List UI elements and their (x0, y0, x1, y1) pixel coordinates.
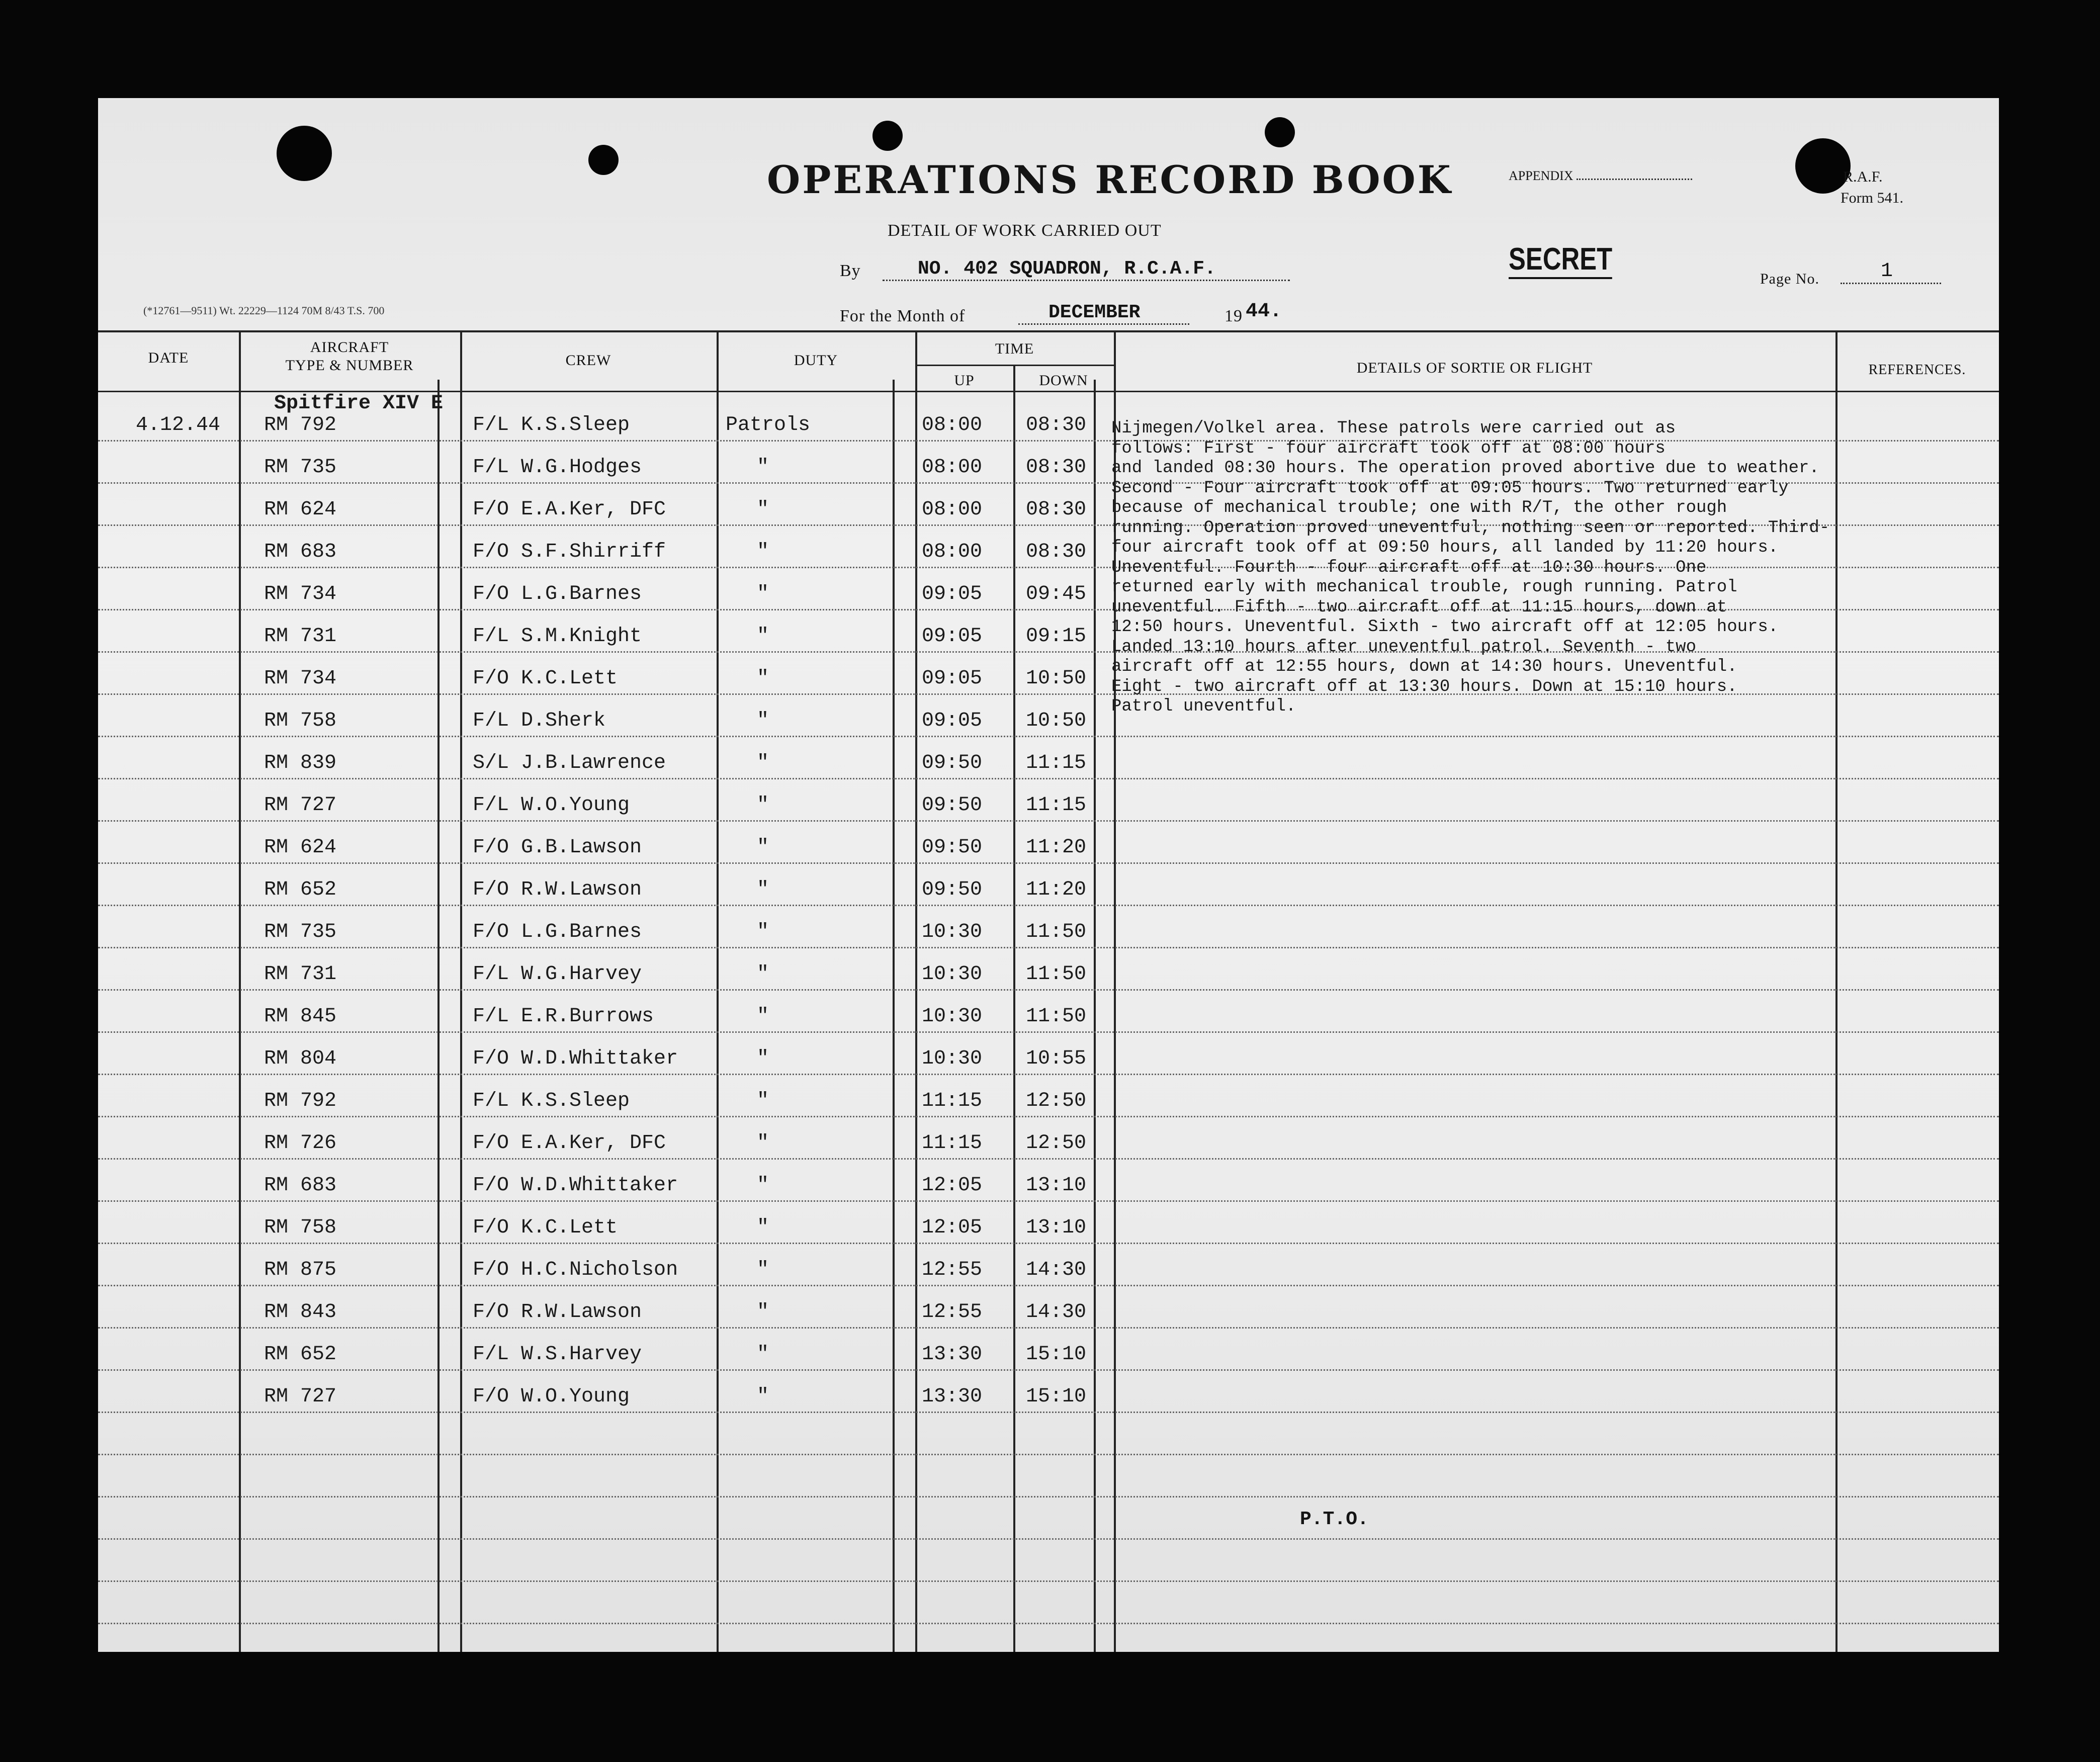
aircraft-number-cell: RM 792 (264, 414, 337, 436)
time-down-cell: 13:10 (1026, 1216, 1087, 1239)
duty-cell: " (757, 625, 769, 648)
table-row (98, 836, 1999, 878)
crew-cell: F/O L.G.Barnes (473, 583, 642, 605)
details-line: Patrol uneventful. (1111, 697, 1296, 716)
duty-cell: Patrols (726, 414, 811, 436)
time-up-cell: 11:15 (922, 1132, 983, 1155)
col-references: REFERENCES. (1868, 362, 1966, 378)
time-up-cell: 12:55 (922, 1301, 983, 1324)
month-label: For the Month of (840, 307, 966, 325)
crew-cell: F/O E.A.Ker, DFC (473, 498, 666, 521)
date-cell: 4.12.44 (136, 414, 221, 436)
pto-note: P.T.O. (1300, 1509, 1369, 1530)
aircraft-number-cell: RM 804 (264, 1047, 337, 1070)
time-up-cell: 09:50 (922, 794, 983, 817)
table-row (98, 921, 1999, 963)
time-up-cell: 09:05 (922, 710, 983, 732)
ruled-line (98, 1454, 1999, 1455)
time-up-cell: 13:30 (922, 1343, 983, 1366)
crew-cell: F/L W.S.Harvey (473, 1343, 642, 1366)
time-down-cell: 15:10 (1026, 1385, 1087, 1408)
time-up-cell: 11:15 (922, 1090, 983, 1112)
table-top-border (98, 330, 1999, 332)
table-row (98, 1216, 1999, 1259)
time-up-cell: 12:05 (922, 1216, 983, 1239)
year-prefix: 19 (1224, 307, 1243, 325)
table-row (98, 1301, 1999, 1343)
duty-cell: " (757, 541, 769, 563)
duty-cell: " (757, 1301, 769, 1324)
time-up-cell: 08:00 (922, 498, 983, 521)
aircraft-type: Spitfire XIV E (274, 392, 444, 415)
table-row (98, 1132, 1999, 1174)
time-down-cell: 08:30 (1026, 541, 1087, 563)
col-down: DOWN (1039, 372, 1088, 389)
details-line: and landed 08:30 hours. The operation proved abortive due to weather. (1111, 459, 1819, 478)
aircraft-number-cell: RM 734 (264, 667, 337, 690)
aircraft-number-cell: RM 624 (264, 836, 337, 859)
aircraft-number-cell: RM 731 (264, 625, 337, 648)
aircraft-number-cell: RM 652 (264, 878, 337, 901)
record-sheet (98, 98, 1999, 1652)
time-down-cell: 11:20 (1026, 836, 1087, 859)
details-line: Second - Four aircraft took off at 09:05 hours. Two returned early (1111, 478, 1789, 498)
table-row (98, 1005, 1999, 1047)
year-suffix: 44. (1246, 300, 1282, 323)
crew-cell: F/O W.D.Whittaker (473, 1047, 678, 1070)
duty-cell: " (757, 1343, 769, 1366)
duty-cell: " (757, 498, 769, 521)
time-down-cell: 11:50 (1026, 921, 1087, 943)
time-down-cell: 11:20 (1026, 878, 1087, 901)
details-line: because of mechanical trouble; one with R/T, the other rough (1111, 498, 1727, 517)
time-up-cell: 09:05 (922, 625, 983, 648)
time-down-cell: 08:30 (1026, 456, 1087, 479)
time-down-cell: 10:55 (1026, 1047, 1087, 1070)
duty-cell: " (757, 752, 769, 774)
month-value: DECEMBER (1018, 302, 1189, 325)
secret-stamp: SECRET (1509, 241, 1612, 279)
page-subtitle: DETAIL OF WORK CARRIED OUT (888, 221, 1162, 240)
table-row (98, 1174, 1999, 1216)
time-up-cell: 12:55 (922, 1259, 983, 1281)
table-row (98, 1090, 1999, 1132)
time-down-cell: 11:15 (1026, 794, 1087, 817)
col-time: TIME (995, 340, 1034, 357)
crew-cell: F/O E.A.Ker, DFC (473, 1132, 666, 1155)
aircraft-number-cell: RM 683 (264, 1174, 337, 1197)
details-line: Nijmegen/Volkel area. These patrols were carried out as (1111, 419, 1676, 438)
duty-cell: " (757, 1216, 769, 1239)
details-line: aircraft off at 12:55 hours, down at 14:30 hours. Uneventful. (1111, 657, 1737, 676)
duty-cell: " (757, 456, 769, 479)
details-line: returned early with mechanical trouble, rough running. Patrol (1111, 578, 1737, 597)
crew-cell: F/L W.O.Young (473, 794, 630, 817)
print-code: (*12761—9511) Wt. 22229—1124 70M 8/43 T.S. 700 (143, 304, 385, 317)
duty-cell: " (757, 878, 769, 901)
table-row (98, 878, 1999, 921)
crew-cell: F/O R.W.Lawson (473, 1301, 642, 1324)
table-row (98, 1047, 1999, 1090)
aircraft-number-cell: RM 758 (264, 1216, 337, 1239)
squadron-value: NO. 402 SQUADRON, R.C.A.F. (883, 258, 1290, 281)
time-up-cell: 09:05 (922, 583, 983, 605)
time-up-cell: 09:05 (922, 667, 983, 690)
time-down-cell: 15:10 (1026, 1343, 1087, 1366)
time-down-cell: 09:15 (1026, 625, 1087, 648)
time-down-cell: 09:45 (1026, 583, 1087, 605)
page-title: OPERATIONS RECORD BOOK (767, 157, 1453, 202)
duty-cell: " (757, 963, 769, 986)
crew-cell: F/O S.F.Shirriff (473, 541, 666, 563)
duty-cell: " (757, 1132, 769, 1155)
details-line: running. Operation proved uneventful, nothing seen or reported. Third- (1111, 518, 1830, 538)
time-up-cell: 09:50 (922, 836, 983, 859)
col-aircraft-label: AIRCRAFT TYPE & NUMBER (285, 339, 414, 374)
aircraft-number-cell: RM 683 (264, 541, 337, 563)
crew-cell: F/O G.B.Lawson (473, 836, 642, 859)
duty-cell: " (757, 1047, 769, 1070)
duty-cell: " (757, 1385, 769, 1408)
aircraft-number-cell: RM 731 (264, 963, 337, 986)
crew-cell: F/O R.W.Lawson (473, 878, 642, 901)
duty-cell: " (757, 921, 769, 943)
crew-cell: F/O L.G.Barnes (473, 921, 642, 943)
aircraft-number-cell: RM 727 (264, 794, 337, 817)
aircraft-number-cell: RM 727 (264, 1385, 337, 1408)
time-up-cell: 09:50 (922, 752, 983, 774)
time-up-cell: 08:00 (922, 541, 983, 563)
crew-cell: F/O H.C.Nicholson (473, 1259, 678, 1281)
time-down-cell: 08:30 (1026, 414, 1087, 436)
table-row (98, 752, 1999, 794)
time-up-cell: 10:30 (922, 921, 983, 943)
details-line: Uneventful. Fourth - four aircraft off at 10:30 hours. One (1111, 558, 1707, 577)
time-down-cell: 14:30 (1026, 1301, 1087, 1324)
ruled-line (98, 1580, 1999, 1582)
time-up-cell: 12:05 (922, 1174, 983, 1197)
appendix-field: APPENDIX (1509, 168, 1692, 184)
duty-cell: " (757, 1090, 769, 1112)
crew-cell: F/O W.D.Whittaker (473, 1174, 678, 1197)
aircraft-number-cell: RM 758 (264, 710, 337, 732)
aircraft-number-cell: RM 735 (264, 921, 337, 943)
details-line: follows: First - four aircraft took off at 08:00 hours (1111, 438, 1666, 458)
duty-cell: " (757, 1259, 769, 1281)
crew-cell: F/L W.G.Harvey (473, 963, 642, 986)
crew-cell: F/L K.S.Sleep (473, 414, 630, 436)
col-details: DETAILS OF SORTIE OR FLIGHT (1356, 360, 1593, 376)
table-row (98, 794, 1999, 836)
aircraft-number-cell: RM 624 (264, 498, 337, 521)
time-down-cell: 14:30 (1026, 1259, 1087, 1281)
aircraft-number-cell: RM 726 (264, 1132, 337, 1155)
raf-label: R.A.F. (1843, 168, 1883, 185)
time-up-cell: 10:30 (922, 963, 983, 986)
col-aircraft (239, 338, 460, 375)
time-down-cell: 12:50 (1026, 1090, 1087, 1112)
table-row (98, 963, 1999, 1005)
aircraft-number-cell: RM 734 (264, 583, 337, 605)
duty-cell: " (757, 1005, 769, 1028)
time-down-cell: 08:30 (1026, 498, 1087, 521)
time-down-cell: 13:10 (1026, 1174, 1087, 1197)
details-line: Landed 13:10 hours after uneventful patrol. Seventh - two (1111, 637, 1696, 657)
form-label: Form 541. (1841, 190, 1904, 206)
crew-cell: S/L J.B.Lawrence (473, 752, 666, 774)
time-down-cell: 11:15 (1026, 752, 1087, 774)
time-down-cell: 11:50 (1026, 963, 1087, 986)
crew-cell: F/L K.S.Sleep (473, 1090, 630, 1112)
duty-cell: " (757, 583, 769, 605)
ruled-line (98, 1538, 1999, 1540)
crew-cell: F/L E.R.Burrows (473, 1005, 654, 1028)
duty-cell: " (757, 794, 769, 817)
time-up-cell: 08:00 (922, 414, 983, 436)
duty-cell: " (757, 1174, 769, 1197)
time-up-cell: 13:30 (922, 1385, 983, 1408)
time-down-cell: 11:50 (1026, 1005, 1087, 1028)
time-down-cell: 10:50 (1026, 710, 1087, 732)
page-number: 1 (1881, 260, 1893, 283)
time-up-cell: 10:30 (922, 1005, 983, 1028)
time-up-cell: 10:30 (922, 1047, 983, 1070)
aircraft-number-cell: RM 843 (264, 1301, 337, 1324)
crew-cell: F/O K.C.Lett (473, 667, 618, 690)
sortie-details (1111, 419, 1996, 717)
by-label: By (840, 261, 861, 280)
col-up: UP (954, 372, 975, 389)
crew-cell: F/L D.Sherk (473, 710, 606, 732)
aircraft-number-cell: RM 845 (264, 1005, 337, 1028)
time-down-cell: 10:50 (1026, 667, 1087, 690)
details-line: uneventful. Fifth - two aircraft off at 11:15 hours, down at (1111, 597, 1727, 617)
time-up-cell: 09:50 (922, 878, 983, 901)
aircraft-number-cell: RM 792 (264, 1090, 337, 1112)
crew-cell: F/L S.M.Knight (473, 625, 642, 648)
aircraft-number-cell: RM 875 (264, 1259, 337, 1281)
table-row (98, 1385, 1999, 1428)
details-line: Eight - two aircraft off at 13:30 hours. Down at 15:10 hours. (1111, 677, 1737, 696)
table-row (98, 1343, 1999, 1385)
col-date: DATE (148, 349, 189, 366)
aircraft-number-cell: RM 839 (264, 752, 337, 774)
col-crew: CREW (565, 352, 611, 369)
aircraft-number-cell: RM 735 (264, 456, 337, 479)
crew-cell: F/O W.O.Young (473, 1385, 630, 1408)
crew-cell: F/L W.G.Hodges (473, 456, 642, 479)
duty-cell: " (757, 836, 769, 859)
crew-cell: F/O K.C.Lett (473, 1216, 618, 1239)
operations-table (98, 98, 1999, 1652)
details-line: 12:50 hours. Uneventful. Sixth - two aircraft off at 12:05 hours. (1111, 618, 1779, 637)
time-up-cell: 08:00 (922, 456, 983, 479)
duty-cell: " (757, 667, 769, 690)
details-line: four aircraft took off at 09:50 hours, all landed by 11:20 hours. (1111, 538, 1779, 557)
time-down-cell: 12:50 (1026, 1132, 1087, 1155)
duty-cell: " (757, 710, 769, 732)
aircraft-number-cell: RM 652 (264, 1343, 337, 1366)
page-no-label: Page No. (1760, 271, 1819, 287)
col-duty: DUTY (794, 352, 838, 369)
table-row (98, 1259, 1999, 1301)
ruled-line (98, 1496, 1999, 1497)
ruled-line (98, 1623, 1999, 1624)
